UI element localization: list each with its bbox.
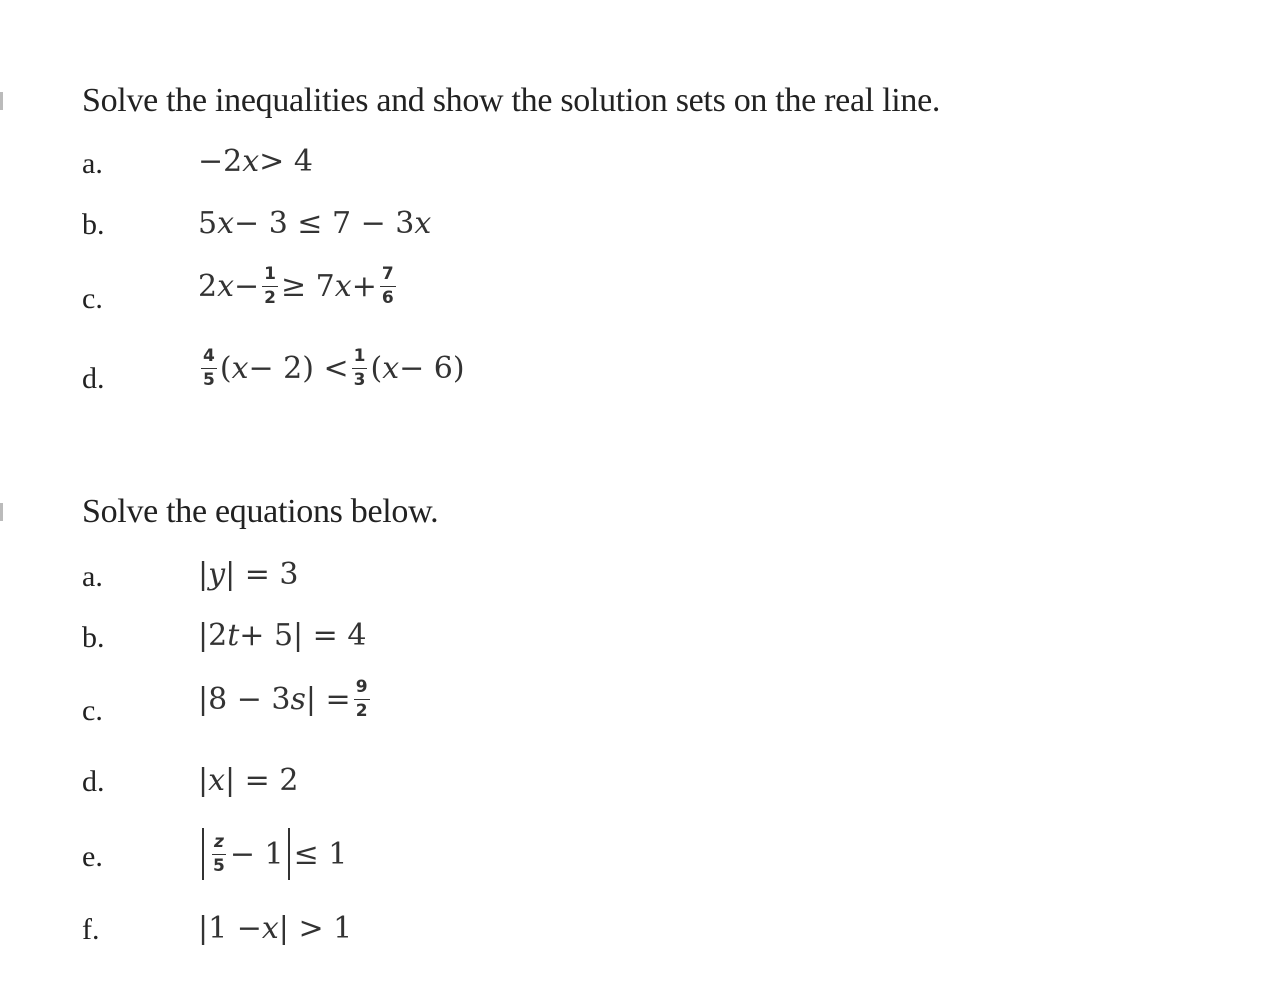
fraction: $\frac{7}{6}$	[381, 264, 394, 308]
equation-e: $\frac{z}{5}$ − 1 ≤ 1	[198, 828, 347, 880]
item-label: e.	[82, 840, 103, 873]
equation-b: |2 t + 5| = 4	[198, 618, 367, 653]
margin-mark	[0, 503, 3, 521]
equation-f: |1 − x | > 1	[198, 911, 353, 946]
section-1-heading: Solve the inequalities and show the solution sets on the real line.	[82, 82, 941, 119]
absolute-value-bar	[288, 828, 290, 880]
item-label: c.	[82, 694, 103, 727]
fraction: $\frac{1}{3}$	[353, 346, 366, 390]
item-label: a.	[82, 147, 103, 180]
item-label: f.	[82, 913, 100, 946]
equation-d: | x | = 2	[198, 763, 299, 798]
inequality-a: −2 x > 4	[198, 144, 313, 179]
fraction: $\frac{1}{2}$	[264, 264, 276, 308]
fraction: $\frac{9}{2}$	[355, 677, 368, 721]
section-2-heading: Solve the equations below.	[82, 493, 439, 530]
item-label: d.	[82, 362, 105, 395]
fraction: $\frac{z}{5}$	[213, 831, 225, 876]
absolute-value-bar	[202, 828, 204, 880]
item-label: b.	[82, 208, 105, 241]
equation-a: | y | = 3	[198, 557, 299, 592]
inequality-d: $\frac{4}{5}$ ( x − 2) < $\frac{1}{3}$ ( x − 6)	[203, 346, 465, 390]
inequality-c: 2 x − $\frac{1}{2}$ ≥ 7 x + $\frac{7}{6}$	[198, 264, 394, 308]
inequality-b: 5 x − 3 ≤ 7 − 3 x	[198, 206, 432, 241]
fraction: $\frac{4}{5}$	[203, 346, 215, 390]
item-label: a.	[82, 560, 103, 593]
equation-c: |8 − 3 s | = $\frac{9}{2}$	[198, 677, 368, 721]
item-label: c.	[82, 282, 103, 315]
item-label: b.	[82, 621, 105, 654]
margin-mark	[0, 92, 3, 110]
item-label: d.	[82, 765, 105, 798]
